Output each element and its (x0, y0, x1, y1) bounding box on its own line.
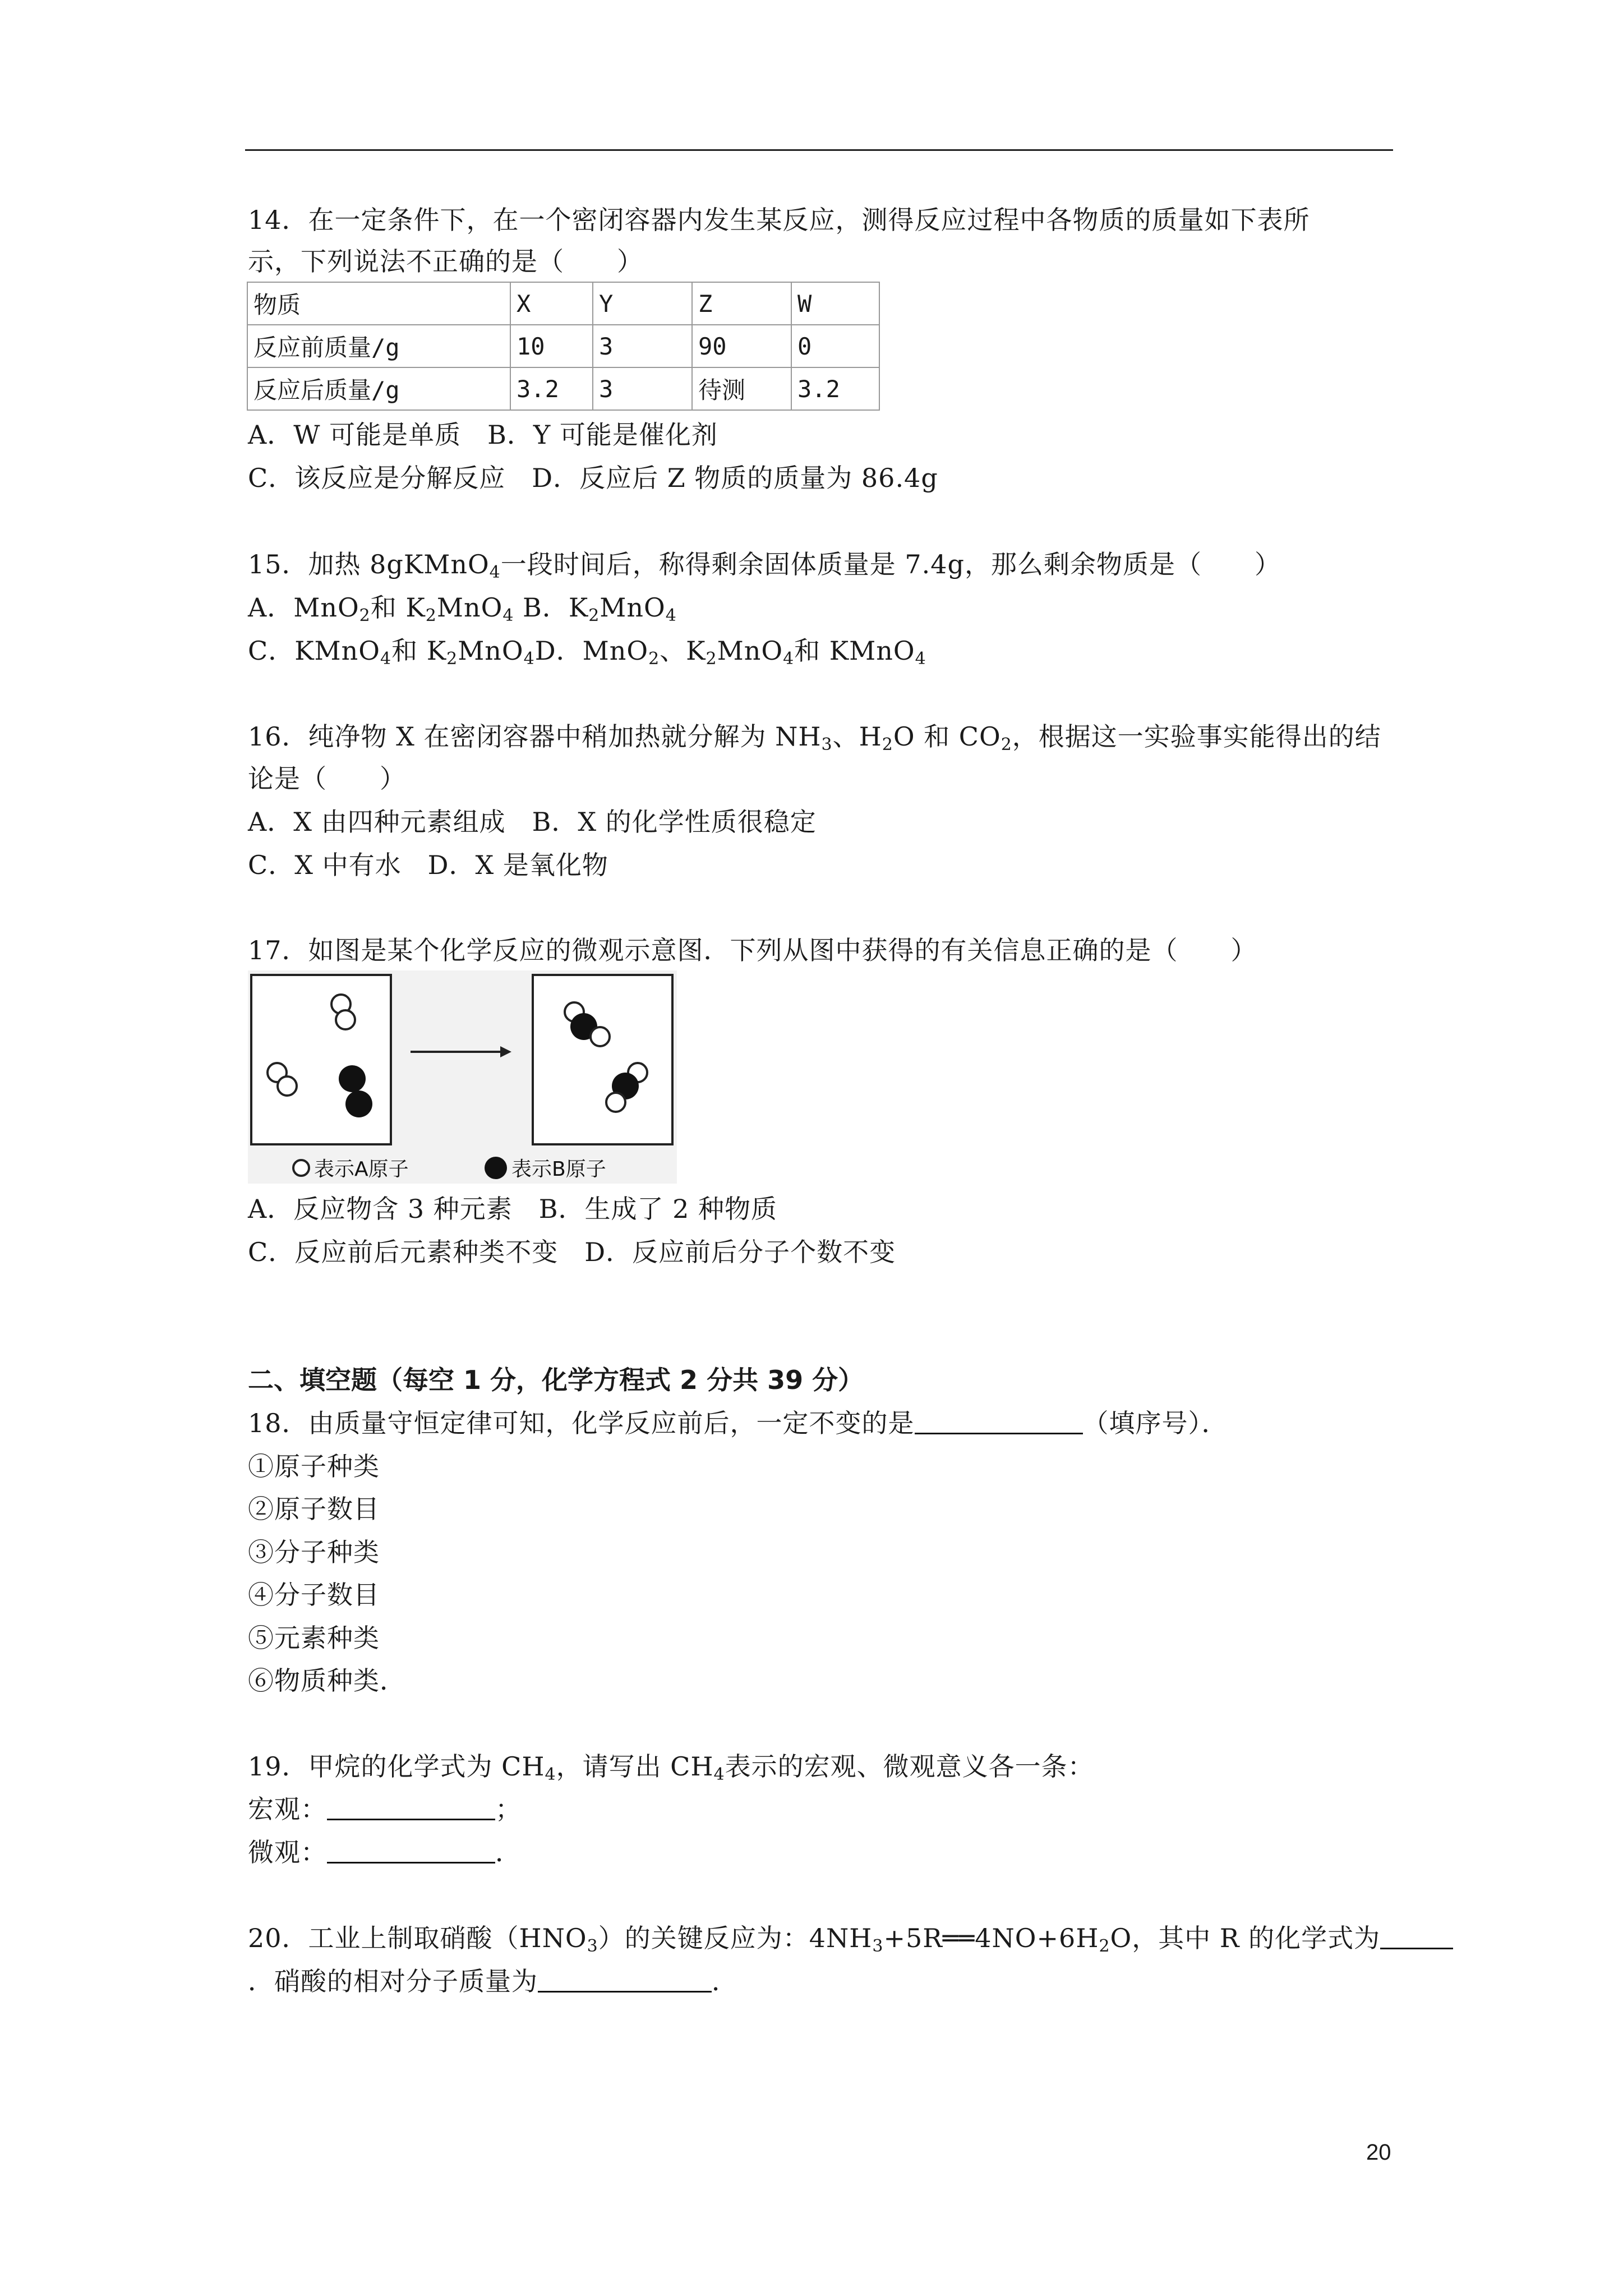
q19-micro-line: 微观： ． (248, 1837, 522, 1867)
answer-blank[interactable] (1380, 1925, 1453, 1949)
table-cell: W (791, 282, 879, 325)
q19-macro-line: 宏观： ； (248, 1794, 522, 1824)
q18-item: ①原子种类 (248, 1451, 380, 1481)
table-cell: 10 (510, 325, 593, 367)
table-cell: X (510, 282, 593, 325)
q14-options-cd: C．该反应是分解反应 D．反应后 Z 物质的质量为 86.4g (248, 463, 938, 493)
answer-blank[interactable] (538, 1968, 712, 1993)
q17-options-cd: C．反应前后元素种类不变 D．反应前后分子个数不变 (248, 1237, 896, 1267)
atom-a-icon (278, 1076, 297, 1096)
table-cell: 物质 (247, 282, 510, 325)
atom-a-icon (336, 1010, 355, 1029)
q14-table (247, 282, 880, 411)
table-cell: 90 (692, 325, 791, 367)
legend-atom-b-icon (485, 1157, 507, 1179)
legend-a-label: 表示A原子 (314, 1158, 409, 1181)
q18-stem: 18．由质量守恒定律可知，化学反应前后，一定不变的是 （填序号）． (248, 1408, 1228, 1438)
atom-b-icon (339, 1065, 366, 1092)
q16-stem-line2: 论是（ ） (248, 763, 406, 794)
q18-item: ⑤元素种类 (248, 1623, 380, 1653)
table-cell: 反应后质量/g (247, 367, 510, 410)
q18-item: ③分子种类 (248, 1537, 380, 1567)
q18-item: ②原子数目 (248, 1494, 380, 1524)
legend-atom-a-icon (293, 1160, 309, 1176)
reactants-box (251, 975, 391, 1144)
q17-stem: 17．如图是某个化学反应的微观示意图．下列从图中获得的有关信息正确的是（ ） (248, 935, 1257, 965)
answer-blank[interactable] (327, 1839, 495, 1864)
reaction-diagram (248, 970, 677, 1184)
legend-b-label: 表示B原子 (511, 1158, 606, 1181)
atom-b-icon (345, 1091, 372, 1117)
q14-options-ab: A．W 可能是单质 B．Y 可能是催化剂 (248, 420, 718, 450)
table-row (247, 325, 879, 367)
table-cell: 3.2 (791, 367, 879, 410)
table-cell: Y (593, 282, 692, 325)
atom-a-icon (591, 1027, 610, 1046)
table-cell: 3 (593, 325, 692, 367)
atom-a-icon (606, 1093, 625, 1112)
table-cell: 反应前质量/g (247, 325, 510, 367)
q16-options-cd: C．X 中有水 D．X 是氧化物 (248, 850, 608, 880)
section-title: 二、填空题（每空 1 分，化学方程式 2 分共 39 分） (248, 1365, 864, 1395)
answer-blank[interactable] (327, 1796, 495, 1820)
answer-blank[interactable] (915, 1410, 1083, 1434)
q18-item: ④分子数目 (248, 1580, 380, 1610)
table-cell: Z (692, 282, 791, 325)
products-box (533, 975, 672, 1144)
table-cell: 待测 (692, 367, 791, 410)
table-cell: 0 (791, 325, 879, 367)
q15-options-ab: A．MnO$_2$和 $K_2MnO_4$ B．$K_2MnO_4$ (248, 592, 677, 625)
table-row (247, 367, 879, 410)
q15-options-cd: C．KMnO$_4$和 $K_2MnO_4D$．MnO$_2$、$K_2MnO_4$和 KMnO$_4$ (248, 636, 926, 669)
q20-stem-line2: ．硝酸的相对分子质量为 ． (248, 1966, 738, 1996)
q19-stem: 19．甲烷的化学式为 $CH_4$，请写出 $CH_4$表示的宏观、微观意义各一条： (248, 1751, 1094, 1784)
q15-stem: 15．加热 8gKMnO$_4$一段时间后，称得剩余固体质量是 7.4g，那么剩余物质是（ ） (248, 549, 1281, 582)
q20-stem-line1: 20．工业上制取硝酸$(HNO_3)$的关键反应为：$4NH_3+5R══4NO+6H_2O$，其中 R 的化学式为 (248, 1921, 1453, 1955)
table-cell: 3.2 (510, 367, 593, 410)
table-cell: 3 (593, 367, 692, 410)
page-number: 20 (1366, 2140, 1391, 2165)
q16-stem-line1: 16．纯净物 X 在密闭容器中稍加热就分解为 $NH_3$、$H_2O$ 和 $CO_2$，根据这一实验事实能得出的结 (248, 721, 1381, 754)
q17-options-ab: A．反应物含 3 种元素 B．生成了 2 种物质 (248, 1194, 778, 1224)
q16-options-ab: A．X 由四种元素组成 B．X 的化学性质很稳定 (248, 807, 817, 837)
q14-stem-line2: 示，下列说法不正确的是（ ） (248, 246, 643, 277)
header-rule (245, 149, 1393, 151)
q18-item: ⑥物质种类． (248, 1665, 406, 1696)
q14-stem-line1: 14．在一定条件下，在一个密闭容器内发生某反应，测得反应过程中各物质的质量如下表所 (248, 205, 1310, 235)
table-row (247, 282, 879, 325)
reaction-diagram-svg (248, 970, 677, 1184)
